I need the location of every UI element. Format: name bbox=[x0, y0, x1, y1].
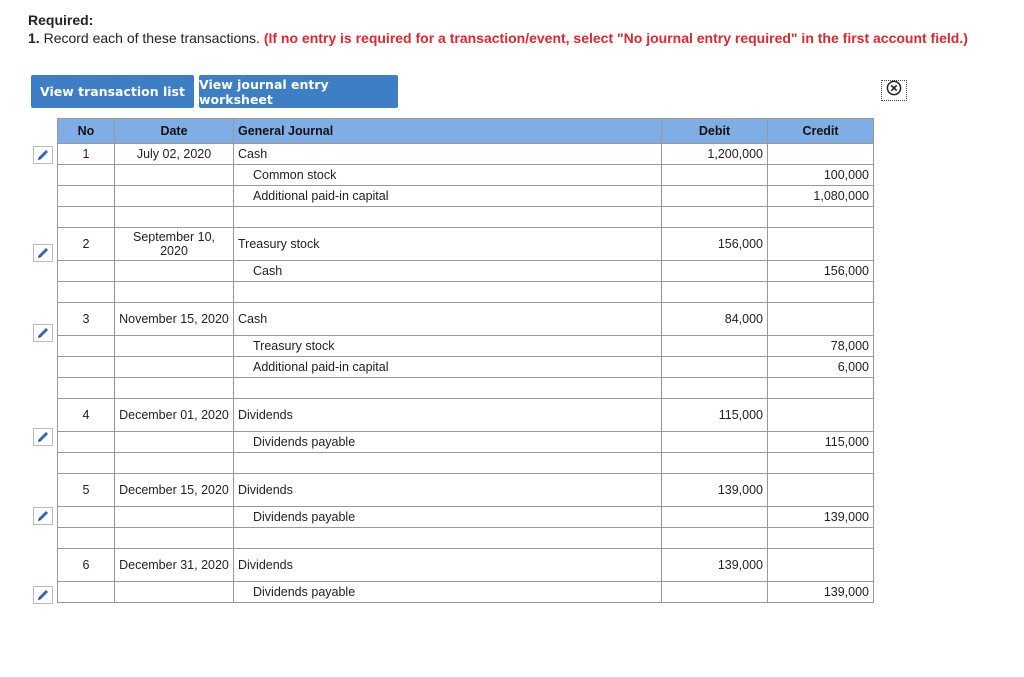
table-header-row bbox=[58, 119, 874, 144]
credit-amount bbox=[768, 144, 874, 165]
credit-amount bbox=[768, 228, 874, 261]
table-row bbox=[58, 228, 874, 261]
debit-amount: 139,000 bbox=[662, 549, 768, 582]
column-header-no: No bbox=[58, 119, 115, 144]
credit-amount: 139,000 bbox=[768, 507, 874, 528]
table-row bbox=[58, 549, 874, 582]
entry-number: 3 bbox=[58, 303, 115, 336]
entry-number: 4 bbox=[58, 399, 115, 432]
table-row bbox=[58, 336, 874, 357]
debit-amount bbox=[662, 165, 768, 186]
entry-number: 1 bbox=[58, 144, 115, 165]
account-name: Dividends bbox=[234, 549, 662, 582]
entry-number: 2 bbox=[58, 228, 115, 261]
credit-amount: 78,000 bbox=[768, 336, 874, 357]
spacer-row bbox=[58, 378, 874, 399]
edit-entry-button[interactable] bbox=[32, 428, 54, 446]
debit-amount: 115,000 bbox=[662, 399, 768, 432]
debit-amount: 156,000 bbox=[662, 228, 768, 261]
pencil-icon bbox=[33, 244, 53, 262]
table-row bbox=[58, 261, 874, 282]
credit-amount bbox=[768, 303, 874, 336]
edit-entry-button[interactable] bbox=[32, 146, 54, 164]
edit-entry-button[interactable] bbox=[32, 586, 54, 604]
account-name: Dividends bbox=[234, 474, 662, 507]
column-header-debit: Debit bbox=[662, 119, 768, 144]
debit-amount: 1,200,000 bbox=[662, 144, 768, 165]
table-row bbox=[58, 186, 874, 207]
table-row bbox=[58, 399, 874, 432]
pencil-icon bbox=[33, 428, 53, 446]
entry-date: December 01, 2020 bbox=[115, 399, 234, 432]
debit-amount: 84,000 bbox=[662, 303, 768, 336]
debit-amount bbox=[662, 507, 768, 528]
credit-amount: 139,000 bbox=[768, 582, 874, 603]
debit-amount bbox=[662, 186, 768, 207]
column-header-general-journal: General Journal bbox=[234, 119, 662, 144]
table-row bbox=[58, 357, 874, 378]
pencil-icon bbox=[33, 146, 53, 164]
account-name: Dividends bbox=[234, 399, 662, 432]
debit-amount bbox=[662, 432, 768, 453]
table-row bbox=[58, 165, 874, 186]
column-header-date: Date bbox=[115, 119, 234, 144]
entry-date: December 31, 2020 bbox=[115, 549, 234, 582]
item-number: 1. bbox=[28, 30, 40, 46]
warning-text: (If no entry is required for a transaction/event, select "No journal entry required" in the first account field.) bbox=[263, 30, 968, 46]
entry-date: December 15, 2020 bbox=[115, 474, 234, 507]
debit-amount bbox=[662, 336, 768, 357]
account-name: Cash bbox=[234, 303, 662, 336]
credit-amount: 115,000 bbox=[768, 432, 874, 453]
journal-table bbox=[57, 118, 874, 603]
view-transaction-list-button[interactable]: View transaction list bbox=[31, 75, 194, 108]
account-name: Additional paid-in capital bbox=[234, 186, 662, 207]
credit-amount: 1,080,000 bbox=[768, 186, 874, 207]
pencil-icon bbox=[33, 586, 53, 604]
spacer-row bbox=[58, 453, 874, 474]
debit-amount: 139,000 bbox=[662, 474, 768, 507]
table-row bbox=[58, 144, 874, 165]
account-name: Cash bbox=[234, 144, 662, 165]
edit-entry-button[interactable] bbox=[32, 244, 54, 262]
table-row bbox=[58, 582, 874, 603]
spacer-row bbox=[58, 282, 874, 303]
table-row bbox=[58, 474, 874, 507]
credit-amount bbox=[768, 399, 874, 432]
account-name: Dividends payable bbox=[234, 582, 662, 603]
edit-entry-button[interactable] bbox=[32, 507, 54, 525]
entry-number: 5 bbox=[58, 474, 115, 507]
debit-amount bbox=[662, 357, 768, 378]
column-header-credit: Credit bbox=[768, 119, 874, 144]
entry-date: September 10, 2020 bbox=[115, 228, 234, 261]
instruction-line bbox=[28, 30, 968, 46]
account-name: Common stock bbox=[234, 165, 662, 186]
account-name: Treasury stock bbox=[234, 228, 662, 261]
account-name: Dividends payable bbox=[234, 507, 662, 528]
entry-date: July 02, 2020 bbox=[115, 144, 234, 165]
entry-date: November 15, 2020 bbox=[115, 303, 234, 336]
circle-x-icon bbox=[886, 80, 902, 101]
table-row bbox=[58, 432, 874, 453]
pencil-icon bbox=[33, 507, 53, 525]
credit-amount: 100,000 bbox=[768, 165, 874, 186]
instruction-text: Record each of these transactions. bbox=[43, 30, 260, 46]
debit-amount bbox=[662, 261, 768, 282]
credit-amount bbox=[768, 474, 874, 507]
debit-amount bbox=[662, 582, 768, 603]
account-name: Treasury stock bbox=[234, 336, 662, 357]
close-button[interactable] bbox=[881, 80, 907, 101]
table-row bbox=[58, 507, 874, 528]
spacer-row bbox=[58, 207, 874, 228]
table-row bbox=[58, 303, 874, 336]
credit-amount: 156,000 bbox=[768, 261, 874, 282]
credit-amount: 6,000 bbox=[768, 357, 874, 378]
entry-number: 6 bbox=[58, 549, 115, 582]
spacer-row bbox=[58, 528, 874, 549]
required-heading: Required: bbox=[28, 12, 94, 28]
account-name: Cash bbox=[234, 261, 662, 282]
view-journal-entry-worksheet-button[interactable]: View journal entry worksheet bbox=[199, 75, 398, 108]
edit-entry-button[interactable] bbox=[32, 324, 54, 342]
credit-amount bbox=[768, 549, 874, 582]
account-name: Dividends payable bbox=[234, 432, 662, 453]
account-name: Additional paid-in capital bbox=[234, 357, 662, 378]
pencil-icon bbox=[33, 324, 53, 342]
